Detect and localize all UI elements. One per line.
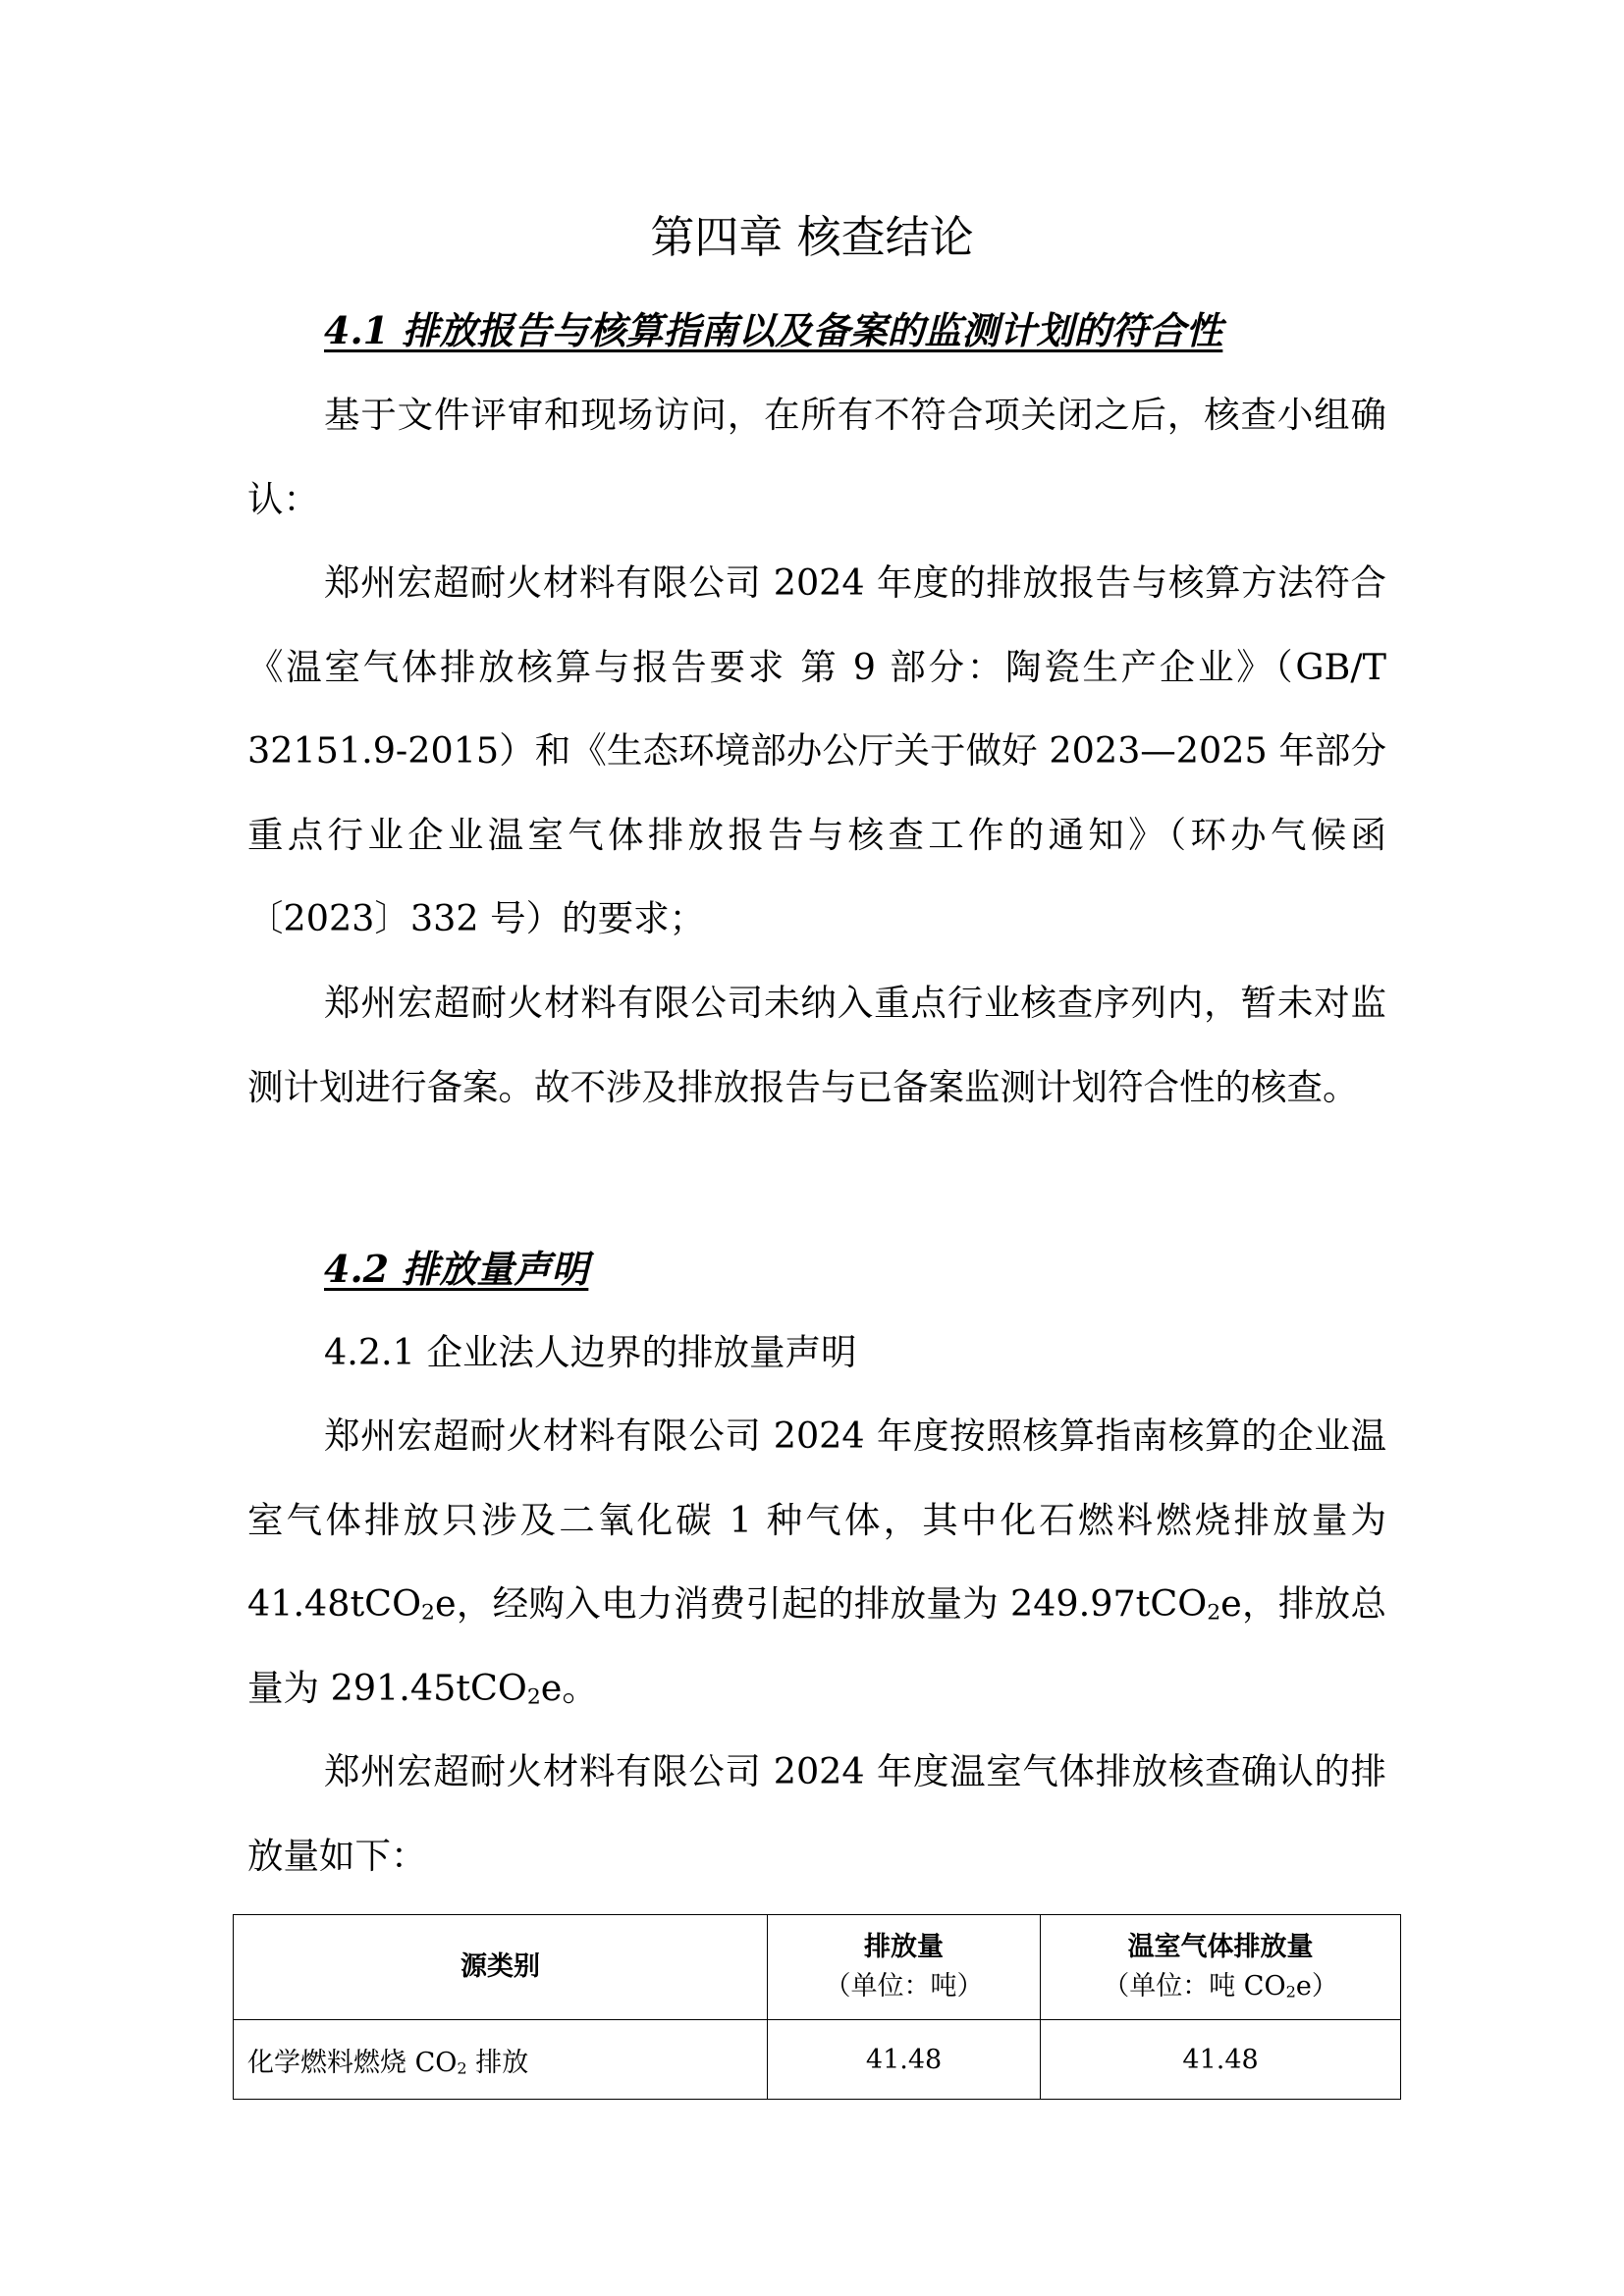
emission-text-part2: e，经购入电力消费引起的排放量为 249.97tCO [434, 1582, 1208, 1625]
section-heading-4-2: 4.2 排放量声明 [324, 1247, 589, 1291]
table-header-row [234, 1915, 1401, 2020]
header-emissions-label: 排放量 [864, 1932, 945, 1962]
ghg-unit-prefix: （单位：吨 CO [1103, 1971, 1286, 2002]
header-ghg-label: 温室气体排放量 [1127, 1932, 1314, 1962]
paragraph-review-basis: 基于文件评审和现场访问，在所有不符合项关闭之后，核查小组确认： [247, 394, 1386, 520]
header-ghg-emissions [1041, 1915, 1401, 2020]
co2-subscript: 2 [526, 1683, 541, 1709]
header-source-category [234, 1915, 768, 2020]
emissions-table [233, 1914, 1401, 2100]
co2-subscript: 2 [457, 2057, 467, 2077]
emission-text-part1: 郑州宏超耐火材料有限公司 2024 年度按照核算指南核算的企业温室气体排放只涉及二氧化碳 1 种气体，其中化石燃料燃烧排放量为 41.48tCO [247, 1415, 1386, 1625]
paragraph-table-intro: 郑州宏超耐火材料有限公司 2024 年度温室气体排放核查确认的排放量如下： [247, 1750, 1386, 1877]
table-row [234, 2020, 1401, 2100]
co2-subscript: 2 [1207, 1600, 1221, 1626]
sub-heading-4-2-1: 4.2.1 企业法人边界的排放量声明 [324, 1331, 857, 1373]
header-emissions [767, 1915, 1040, 2020]
header-ghg-unit [1041, 1967, 1400, 2006]
ghg-unit-suffix: e） [1295, 1971, 1338, 2002]
paragraph-monitoring-plan: 郑州宏超耐火材料有限公司未纳入重点行业核查序列内，暂未对监测计划进行备案。故不涉及排放报告与已备案监测计划符合性的核查。 [247, 982, 1386, 1108]
source-prefix: 化学燃料燃烧 CO [247, 2047, 458, 2078]
source-suffix: 排放 [466, 2047, 529, 2078]
section-heading-4-1: 4.1 排放报告与核算指南以及备案的监测计划的符合性 [324, 308, 1223, 352]
chapter-title: 第四章 核查结论 [650, 211, 974, 263]
header-source-label: 源类别 [460, 1951, 540, 1982]
co2-subscript: 2 [1285, 1982, 1296, 2002]
cell-source [234, 2020, 768, 2100]
cell-ghg: 41.48 [1041, 2020, 1401, 2100]
emission-text-part4: e。 [540, 1666, 598, 1709]
paragraph-compliance: 郑州宏超耐火材料有限公司 2024 年度的排放报告与核算方法符合《温室气体排放核算与报告要求 第 9 部分：陶瓷生产企业》（GB/T 32151.9-2015）和《生态环境部办公厅关于做好 2023—2025 年部分重点行业企业温室气体排放报告与核查工作的通知》（环办气候函〔2023〕332 号）的要求； [247, 561, 1386, 939]
co2-subscript: 2 [421, 1600, 435, 1626]
header-emissions-unit: （单位：吨） [824, 1971, 984, 2002]
paragraph-emission-statement [247, 1394, 1386, 1730]
cell-emissions: 41.48 [767, 2020, 1040, 2100]
emission-text-part3: e，排放总量为 291.45tCO [247, 1582, 1386, 1709]
